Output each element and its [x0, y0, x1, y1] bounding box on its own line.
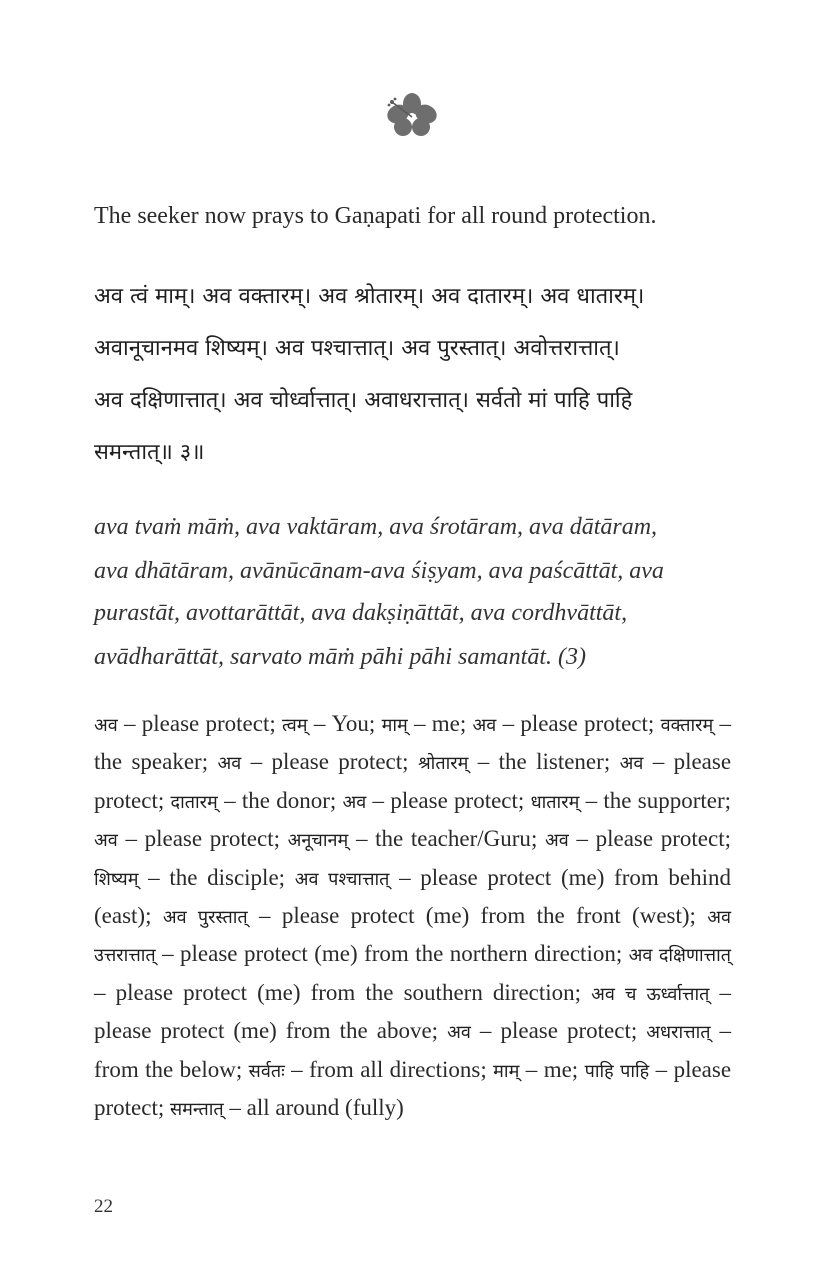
- gloss-term: अव: [447, 1022, 471, 1044]
- gloss-term: अनूचानम्: [287, 830, 349, 852]
- gloss-meaning: please protect: [144, 826, 274, 852]
- gloss-term: त्वम्: [282, 715, 308, 736]
- gloss-meaning: please protect: [271, 749, 403, 775]
- gloss-meaning: the speaker: [94, 749, 202, 775]
- gloss-term: वक्तारम्: [660, 715, 714, 736]
- gloss-term: शिष्यम्: [94, 868, 139, 890]
- gloss-meaning: me: [543, 1056, 572, 1082]
- gloss-meaning: the listener: [498, 749, 604, 775]
- gloss-term: अव: [94, 830, 118, 852]
- sanskrit-verse-line: अवानूचानमव शिष्यम्। अव पश्चात्तात्। अव पुरस्तात्। अवोत्तरात्तात्।: [94, 336, 620, 361]
- gloss-term: सर्वतः: [248, 1060, 285, 1082]
- gloss-meaning: please protect: [520, 711, 648, 736]
- gloss-term: अव च ऊर्ध्वात्तात्: [591, 983, 710, 1005]
- gloss-meaning: please protect (me) from behind (east): [94, 864, 732, 929]
- gloss-term: अव: [545, 830, 569, 852]
- gloss-term: अव उत्तरात्तात्: [94, 907, 732, 967]
- transliteration-line: purastāt, avottarāttāt, ava dakṣiṇāttāt, ava cordhvāttāt,: [94, 600, 628, 626]
- intro-sentence: The seeker now prays to Gaṇapati for all round protection.: [94, 203, 657, 229]
- gloss-meaning: You: [331, 711, 369, 736]
- gloss-meaning: please protect (me) from the front (west): [281, 903, 690, 929]
- gloss-term: अव: [217, 753, 242, 775]
- gloss-term: दातारम्: [170, 791, 218, 813]
- transliteration-line: avādharāttāt, sarvato māṁ pāhi pāhi samantāt. (3): [94, 644, 586, 670]
- gloss-meaning: me: [431, 711, 460, 736]
- gloss-term: अव पुरस्तात्: [162, 907, 248, 929]
- gloss-meaning: from all directions: [309, 1056, 481, 1082]
- transliteration-line: ava dhātāram, avānūcānam-ava śiṣyam, ava paścāttāt, ava: [94, 558, 664, 584]
- gloss-term: अव: [342, 791, 367, 813]
- gloss-term: श्रोतारम्: [417, 753, 469, 775]
- page-number: 22: [94, 1196, 113, 1217]
- gloss-meaning: the disciple: [169, 864, 279, 890]
- gloss-meaning: the teacher/Guru: [375, 826, 531, 852]
- hibiscus-flower-icon: [384, 92, 440, 138]
- gloss-meaning: please protect (me) from the northern direction: [180, 941, 616, 967]
- sanskrit-verse-line: अव त्वं माम्। अव वक्तारम्। अव श्रोतारम्। अव दातारम्। अव धातारम्।: [94, 284, 645, 309]
- word-meaning-paragraph: अव – please protect; त्वम् – You; माम् – me; अव – please protect; वक्तारम् – the speaker; अव – please protect; श्रोतारम् – the listener; अव – please protect; दातारम् – the donor; अव – please protect; धातारम् – the supporter; अव – please protect; अनूचानम् – the teacher/Guru; अव – please protect; शिष्यम् – the disciple; अव पश्चात्तात् – please protect (me) from behind (east); अव पुरस्तात् – please protect (me) from the front (west); अव उत्तरात्तात् – please protect (me) from the northern direction; अव दक्षिणात्तात् – please protect (me) from the southern direction; अव च ऊर्ध्वात्तात् – please protect (me) from the above; अव – please protect; अधरात्तात् – from the below; सर्वतः – from all directions; माम् – me; पाहि पाहि – please protect; समन्तात् – all around (fully): [94, 711, 732, 1121]
- gloss-meaning: from the below: [94, 1056, 236, 1082]
- gloss-meaning: please protect: [390, 787, 518, 813]
- gloss-term: माम्: [381, 715, 408, 736]
- gloss-meaning: please protect: [500, 1018, 631, 1044]
- sanskrit-verse-line: समन्तात्॥ ३॥: [94, 440, 205, 465]
- gloss-meaning: please protect: [94, 749, 732, 813]
- gloss-term: धातारम्: [530, 791, 580, 813]
- gloss-meaning: please protect: [141, 711, 270, 736]
- gloss-term: समन्तात्: [170, 1099, 224, 1121]
- gloss-meaning: all around (fully): [246, 1095, 404, 1121]
- gloss-meaning: please protect: [94, 1056, 732, 1121]
- gloss-term: अव पश्चात्तात्: [294, 868, 390, 890]
- gloss-term: पाहि पाहि: [584, 1060, 650, 1082]
- gloss-meaning: please protect (me) from the southern direction: [115, 979, 575, 1005]
- gloss-term: माम्: [493, 1060, 520, 1082]
- gloss-term: अव दक्षिणात्तात्: [628, 945, 731, 967]
- gloss-term: अव: [619, 753, 644, 775]
- gloss-meaning: the donor: [241, 787, 330, 813]
- transliteration-line: ava tvaṁ māṁ, ava vaktāram, ava śrotāram, ava dātāram,: [94, 514, 658, 540]
- gloss-term: अव: [94, 715, 118, 736]
- gloss-term: अधरात्तात्: [646, 1022, 711, 1044]
- gloss-term: अव: [472, 715, 497, 736]
- gloss-meaning: the supporter: [603, 787, 725, 813]
- gloss-meaning: please protect: [595, 826, 725, 852]
- sanskrit-verse-line: अव दक्षिणात्तात्। अव चोर्ध्वात्तात्। अवाधरात्तात्। सर्वतो मां पाहि पाहि: [94, 388, 633, 413]
- gloss-meaning: please protect (me) from the above: [94, 1018, 432, 1044]
